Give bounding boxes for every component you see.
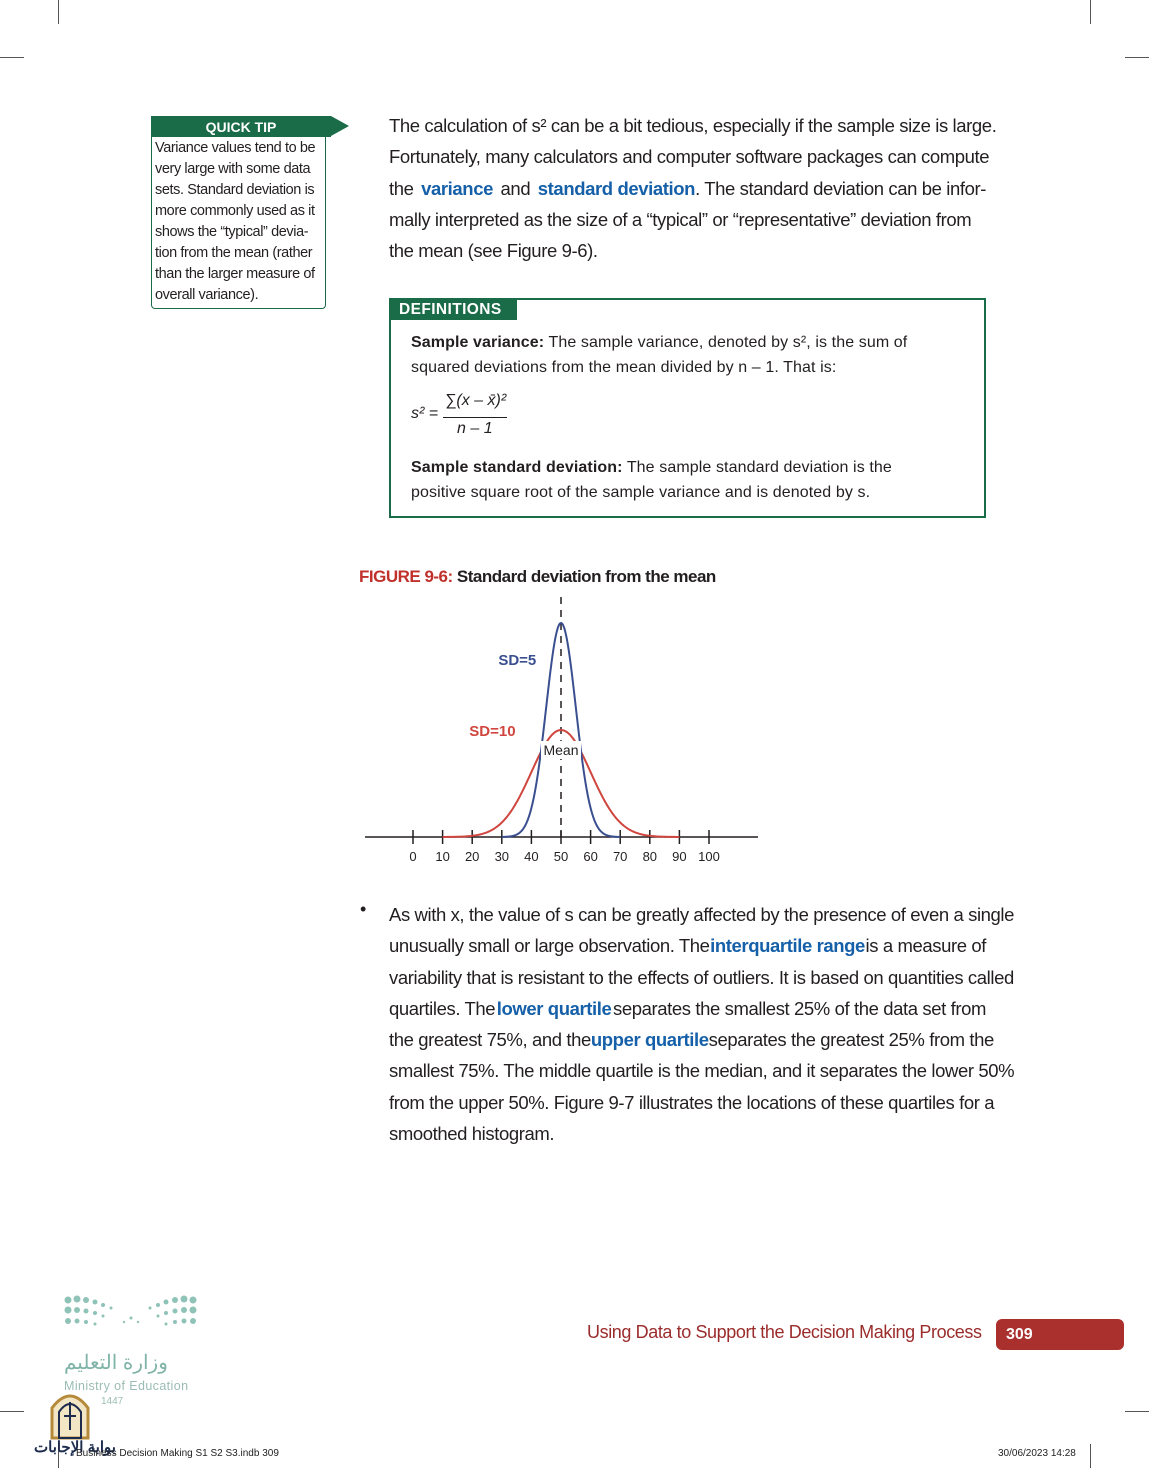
x-tick-label: 80 <box>642 849 658 864</box>
crop-mark <box>1125 1411 1149 1412</box>
quick-tip-line: shows the “typical” devia- <box>155 224 309 240</box>
x-tick-label: 10 <box>435 849 450 864</box>
definition-text: The sample variance, denoted by s², is the sum of <box>548 334 908 351</box>
x-tick-label: 50 <box>553 849 569 864</box>
figure-caption <box>359 567 716 587</box>
intro-text-group <box>538 173 986 204</box>
normal-distribution-chart <box>360 595 760 870</box>
x-tick-label: 30 <box>494 849 510 864</box>
bullet-text: separates the greatest 25% from the <box>708 1029 994 1051</box>
watermark-text: بوابة الإجابات <box>34 1439 116 1456</box>
term-lower-quartile: lower quartile <box>496 997 612 1019</box>
mean-label: Mean <box>543 742 579 758</box>
figure-title: Standard deviation from the mean <box>456 567 716 586</box>
x-tick-label: 90 <box>672 849 687 864</box>
x-tick-label: 40 <box>524 849 539 864</box>
quick-tip-box <box>151 137 326 309</box>
bullet-text: the greatest 75%, and the <box>389 1029 591 1051</box>
bullet-line-3: variability that is resistant to the effects of outliers. It is based on quantities called <box>389 966 1014 988</box>
intro-line-3 <box>389 173 986 204</box>
watermark-emblem-icon <box>47 1386 93 1440</box>
intro-text: . The standard deviation can be infor- <box>695 177 986 199</box>
crop-mark <box>1090 0 1091 24</box>
crop-mark <box>58 0 59 24</box>
formula-numerator: ∑(x – x̄)² <box>445 392 507 409</box>
quick-tip-line: overall variance). <box>155 287 259 303</box>
x-tick-label: 0 <box>409 849 417 864</box>
x-tick-label: 20 <box>464 849 480 864</box>
bullet-line-1: As with x, the value of s can be greatly affected by the presence of even a single <box>389 904 1015 925</box>
quick-tip-line: than the larger measure of <box>155 266 315 282</box>
definition-variance <box>411 331 907 380</box>
bullet-line-8: smoothed histogram. <box>389 1123 555 1145</box>
ministry-name-arabic: وزارة التعليم <box>64 1352 168 1374</box>
intro-line-4: mally interpreted as the size of a “typical” or “representative” deviation from <box>389 208 972 230</box>
crop-mark <box>0 1411 24 1412</box>
x-ticks <box>409 830 719 864</box>
ministry-name-english: Ministry of Education <box>64 1379 189 1393</box>
bullet-text: unusually small or large observation. The <box>389 935 710 957</box>
definition-term-sd: Sample standard deviation: <box>411 459 623 476</box>
quick-tip-line: tion from the mean (rather <box>155 245 313 261</box>
bullet-text: quartiles. The <box>389 997 496 1019</box>
x-tick-label: 100 <box>698 849 720 864</box>
quick-tip-line: Variance values tend to be <box>155 140 316 156</box>
bullet-text: is a measure of <box>865 935 986 957</box>
definitions-heading: DEFINITIONS <box>389 298 517 320</box>
term-variance: variance <box>421 177 493 199</box>
crop-mark <box>1090 1444 1091 1468</box>
bullet-line-4 <box>389 993 986 1024</box>
bullet-line-2 <box>389 930 986 961</box>
bullet-paragraph <box>389 899 1015 1149</box>
crop-mark <box>0 57 24 58</box>
definition-text: positive square root of the sample variance and is denoted by s. <box>411 483 871 501</box>
crop-mark <box>1125 57 1149 58</box>
definition-term-variance: Sample variance: <box>411 334 545 351</box>
fraction-bar <box>443 417 507 418</box>
print-slug-date: 30/06/2023 14:28 <box>998 1448 1076 1459</box>
series-label-sd5: SD=5 <box>498 652 537 669</box>
intro-text: the <box>389 177 414 199</box>
quick-tip-heading: QUICK TIP <box>151 116 331 137</box>
chapter-title: Using Data to Support the Decision Making Process <box>587 1322 982 1342</box>
figure-number: FIGURE 9-6: <box>359 567 453 586</box>
term-upper-quartile: upper quartile <box>590 1029 709 1051</box>
print-slug-file: Business Decision Making S1 S2 S3.indb 309 <box>76 1448 279 1459</box>
x-tick-label: 60 <box>583 849 598 864</box>
intro-line-2: Fortunately, many calculators and computer software packages can compute <box>389 146 990 168</box>
intro-line-1: The calculation of s² can be a bit tedious, especially if the sample size is large. <box>389 115 997 136</box>
formula-lhs: s² = <box>411 405 439 422</box>
definition-text: The sample standard deviation is the <box>626 459 892 476</box>
quick-tip-arrow <box>331 116 349 136</box>
bullet-text: separates the smallest 25% of the data set from <box>613 997 986 1019</box>
bullet-line-5 <box>389 1024 994 1055</box>
bullet-line-7: from the upper 50%. Figure 9-7 illustrates the locations of these quartiles for a <box>389 1091 995 1113</box>
intro-line-5: the mean (see Figure 9-6). <box>389 240 598 262</box>
page-number: 309 <box>996 1319 1124 1350</box>
ministry-year: 1447 <box>101 1396 124 1407</box>
ministry-logo-dots <box>62 1290 202 1340</box>
bullet-line-6: smallest 75%. The middle quartile is the median, and it separates the lower 50% <box>389 1060 1015 1082</box>
term-standard-deviation: standard deviation <box>537 177 696 199</box>
quick-tip-line: more commonly used as it <box>155 203 315 219</box>
definition-text: squared deviations from the mean divided by n – 1. That is: <box>411 358 837 376</box>
term-interquartile-range: interquartile range <box>710 935 865 957</box>
bullet-marker: • <box>360 899 367 919</box>
quick-tip-line: very large with some data <box>155 161 311 177</box>
formula-denominator: n – 1 <box>457 420 493 437</box>
quick-tip-line: sets. Standard deviation is <box>155 182 315 198</box>
x-tick-label: 70 <box>612 849 628 864</box>
intro-paragraph <box>389 110 997 266</box>
series-label-sd10: SD=10 <box>469 723 516 740</box>
intro-text: and <box>500 177 531 199</box>
definition-standard-deviation <box>411 456 892 505</box>
